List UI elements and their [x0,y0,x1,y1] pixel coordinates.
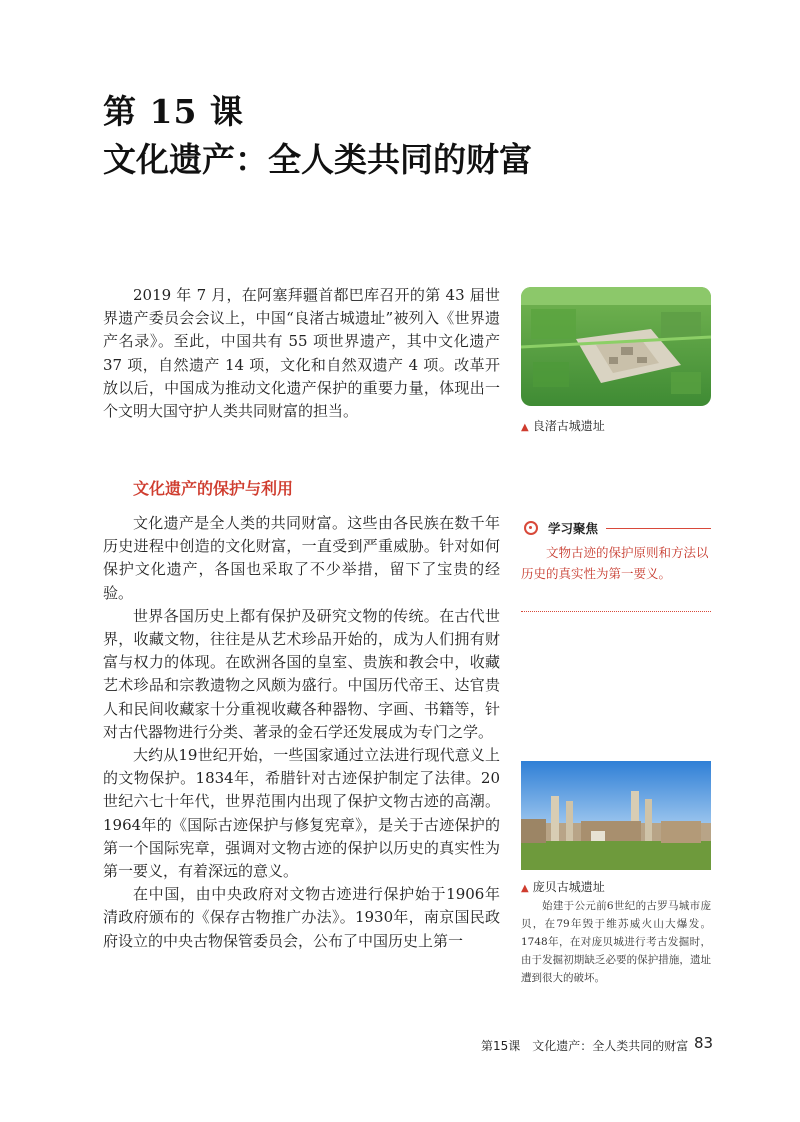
pompeii-caption [521,878,605,895]
pompeii-ruins-image [521,761,711,870]
focus-dotted-rule [521,611,711,612]
learning-focus-label: 学习聚焦 [548,521,599,536]
learning-focus-header [521,517,711,539]
liangzhu-caption [521,417,605,434]
caption-triangle-icon: ▲ [521,883,529,894]
pompeii-site-photo [521,761,711,870]
learning-focus-text: 文物古迹的保护原则和方法以历史的真实性为第一要义。 [521,545,709,581]
target-icon [524,521,538,535]
pompeii-note: 始建于公元前6世纪的古罗马城市庞贝，在79年毁于维苏威火山大爆发。1748年，在对庞贝城进行考古发掘时，由于发掘初期缺乏必要的保护措施，遗址遭到很大的破坏。 [521,900,711,984]
caption-triangle-icon: ▲ [521,422,529,433]
section-heading: 文化遗产的保护与利用 [133,479,294,498]
learning-focus-box [521,517,711,612]
liangzhu-site-photo [521,287,711,406]
section-paragraph-3: 大约从19世纪开始，一些国家通过立法进行现代意义上的文物保护。1834年，希腊针对古迹保护制定了法律。20世纪六七十年代，世界范围内出现了保护文物古迹的高潮。1964年的《国际古迹保护与修复宪章》，是关于古迹保护的第一个国际宪章，强调对文物古迹的保护以历史的真实性为第一要义，有着深远的意义。 [103,746,500,881]
lesson-number: 第 15 课 [103,92,244,131]
focus-divider [606,528,711,529]
intro-block [103,284,500,423]
section-body [103,512,500,953]
liangzhu-caption-text: 良渚古城遗址 [532,419,605,433]
liangzhu-aerial-image [521,287,711,406]
page-number: 83 [694,1034,714,1052]
section-paragraph-1: 文化遗产是全人类的共同财富。这些由各民族在数千年历史进程中创造的文化财富，一直受到严重威胁。针对如何保护文化遗产，各国也采取了不少举措，留下了宝贵的经验。 [103,514,500,602]
footer-lesson-title: 第15课 文化遗产：全人类共同的财富 [481,1039,689,1053]
section-paragraph-2: 世界各国历史上都有保护及研究文物的传统。在古代世界，收藏文物，往往是从艺术珍品开始的，成为人们拥有财富与权力的体现。在欧洲各国的皇室、贵族和教会中，收藏艺术珍品和宗教遗物之风颇为盛行。中国历代帝王、达官贵人和民间收藏家十分重视收藏各种器物、字画、书籍等，针对古代器物进行分类、著录的金石学还发展成为专门之学。 [103,606,500,741]
intro-paragraph: 2019 年 7 月，在阿塞拜疆首都巴库召开的第 43 届世界遗产委员会会议上，中国“良渚古城遗址”被列入《世界遗产名录》。至此，中国共有 55 项世界遗产，其中文化遗产 37 项，自然遗产 14 项，文化和自然双遗产 4 项。改革开放以后，中国成为推动文化遗产保护的重要力量，体现出一个文明大国守护人类共同财富的担当。 [103,286,500,421]
pompeii-caption-text: 庞贝古城遗址 [532,880,605,894]
lesson-title: 文化遗产：全人类共同的财富 [103,140,532,179]
section-paragraph-4: 在中国，由中央政府对文物古迹进行保护始于1906年清政府颁布的《保存古物推广办法》。1930年，南京国民政府设立的中央古物保管委员会，公布了中国历史上第一 [103,885,500,950]
